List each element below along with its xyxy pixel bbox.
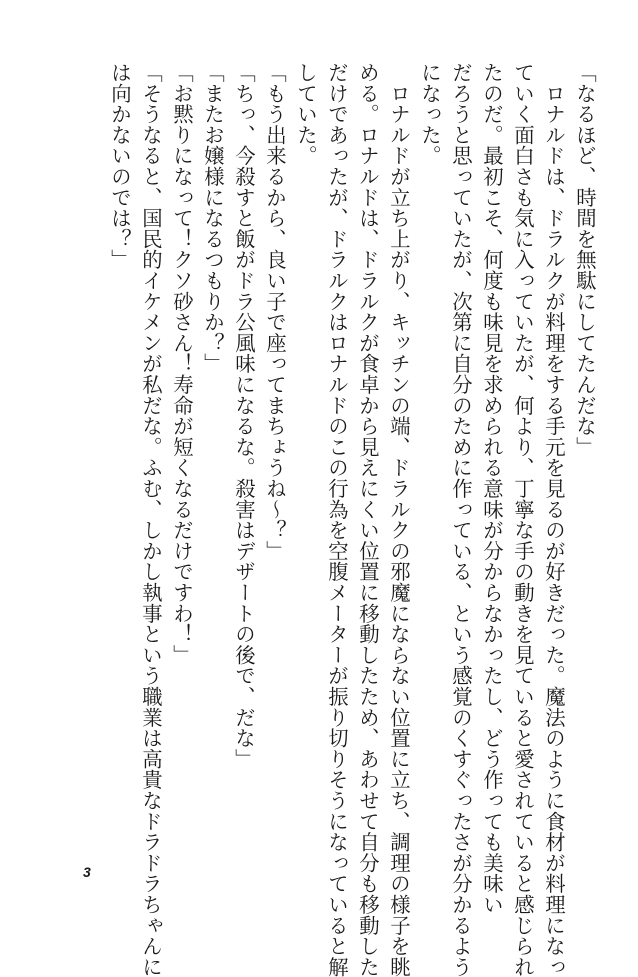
text-line: 「またお嬢様になるつもりか？」 — [201, 62, 225, 374]
text-line: 「もう出来るから、良い子で座ってまちょうね～？」 — [263, 62, 287, 562]
text-line: ていく面白さも気に入っていたが、何より、丁寧な手の動きを見ていると愛されていると感じられ — [511, 62, 535, 977]
text-line: 「そうなると、国民的イケメンが私だな。ふむ、しかし執事という職業は高貴なドラドラちゃんに — [139, 62, 163, 977]
text-line: める。ロナルドは、ドラルクが食卓から見えにくい位置に移動したため、あわせて自分も移動した — [356, 62, 380, 977]
text-line: ロナルドが立ち上がり、キッチンの端、ドラルクの邪魔にならない位置に立ち、調理の様子を眺 — [387, 62, 411, 977]
text-line: 「お黙りになって！クソ砂さん！寿命が短くなるだけですわ！」 — [170, 62, 194, 666]
text-line: たのだ。最初こそ、何度も味見を求められる意味が分からなかったし、どう作っても美味い — [480, 62, 504, 915]
text-line: 「なるほど、時間を無駄にしてたんだな」 — [573, 62, 597, 458]
text-line: だけであったが、ドラルクはロナルドのこの行為を空腹メーターが振り切りそうになっていると解 — [325, 62, 349, 977]
text-line: 「ちっ、今殺すと飯がドラ公風味になるな。殺害はデザートの後で、だな」 — [232, 62, 256, 770]
vertical-text-block — [104, 62, 600, 977]
page-number: 3 — [83, 864, 91, 880]
text-line: していた。 — [294, 62, 318, 166]
text-line: は向かないのでは？」 — [108, 62, 132, 270]
text-line: ロナルドは、ドラルクが料理をする手元を見るのが好きだった。魔法のように食材が料理になっ — [542, 62, 566, 977]
text-line: だろうと思っていたが、次第に自分のために作っている、という感覚のくすぐったさが分かるよう — [449, 62, 473, 977]
text-line: になった。 — [418, 62, 442, 166]
